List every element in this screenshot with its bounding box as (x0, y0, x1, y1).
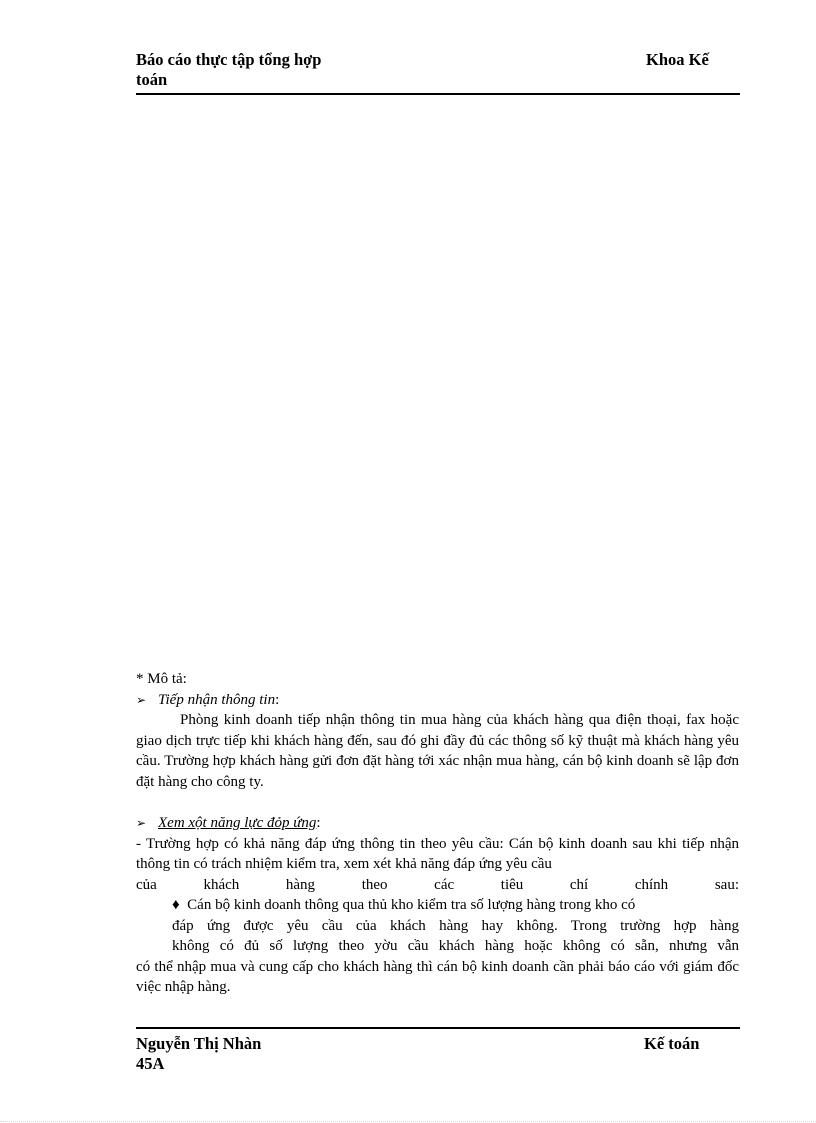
arrow-bullet-icon: ➢ (136, 816, 147, 830)
page-footer (136, 1034, 740, 1074)
document-body (136, 669, 739, 998)
department-label: Khoa Kế (646, 50, 709, 69)
sub-item-line-3: không có đủ số lượng theo yờu cầu khách hàng hoặc không có sẵn, nhưng vẫn (172, 938, 739, 954)
footer-rule (136, 1027, 740, 1029)
author-class: 45A (136, 1054, 165, 1073)
sub-item-line-4: có thể nhập mua và cung cấp cho khách hàng thì cán bộ kinh doanh cần phải báo cáo với giám đốc việc nhập hàng. (136, 958, 739, 995)
diamond-bullet-icon: ♦ (172, 897, 180, 913)
page-bottom-border (0, 1121, 816, 1122)
item-heading-capability: ➢ Xem xột năng lực đỏp ứng: (136, 813, 739, 834)
paragraph-capability: - Trường hợp có khả năng đáp ứng thông tin theo yêu cầu: Cán bộ kinh doanh sau khi tiếp nhận thông tin có trách nhiệm kiểm tra, xem xét khả năng đáp ứng yêu cầu (136, 835, 739, 872)
item-heading-receive-info: ➢ Tiếp nhận thông tin: (136, 690, 739, 711)
sub-item-line-1: ♦ Cán bộ kinh doanh thông qua thủ kho kiểm tra số lượng hàng trong kho có (172, 897, 636, 913)
paragraph-receive-info: Phòng kinh doanh tiếp nhận thông tin mua hàng của khách hàng qua điện thoại, fax hoặc giao dịch trực tiếp khi khách hàng đến, sau đó ghi đầy đủ các thông số kỹ thuật mà khách hàng yêu cầu. Trường hợp khách hàng gửi đơn đặt hàng tới xác nhận mua hàng, cán bộ kinh doanh sẽ lập đơn đặt hàng cho công ty. (136, 712, 739, 790)
author-major: Kế toán (644, 1034, 700, 1053)
item-heading-text: Tiếp nhận thông tin (158, 691, 276, 708)
header-rule (136, 93, 740, 95)
section-label: * Mô tả: (136, 671, 187, 687)
arrow-bullet-icon: ➢ (136, 692, 147, 707)
page-header (136, 50, 740, 90)
paragraph-gap (136, 792, 739, 813)
report-title: Báo cáo thực tập tổng hợp (136, 50, 322, 69)
sub-item-line-2: đáp ứng được yêu cầu của khách hàng hay không. Trong trường hợp hàng (172, 917, 739, 934)
report-title-continued: toán (136, 70, 168, 89)
author-name: Nguyễn Thị Nhàn (136, 1034, 262, 1053)
item-heading-text: Xem xột năng lực đỏp ứng (158, 815, 317, 831)
paragraph-capability-last-line: của khách hàng theo các tiêu chí chính sau: (136, 876, 739, 893)
